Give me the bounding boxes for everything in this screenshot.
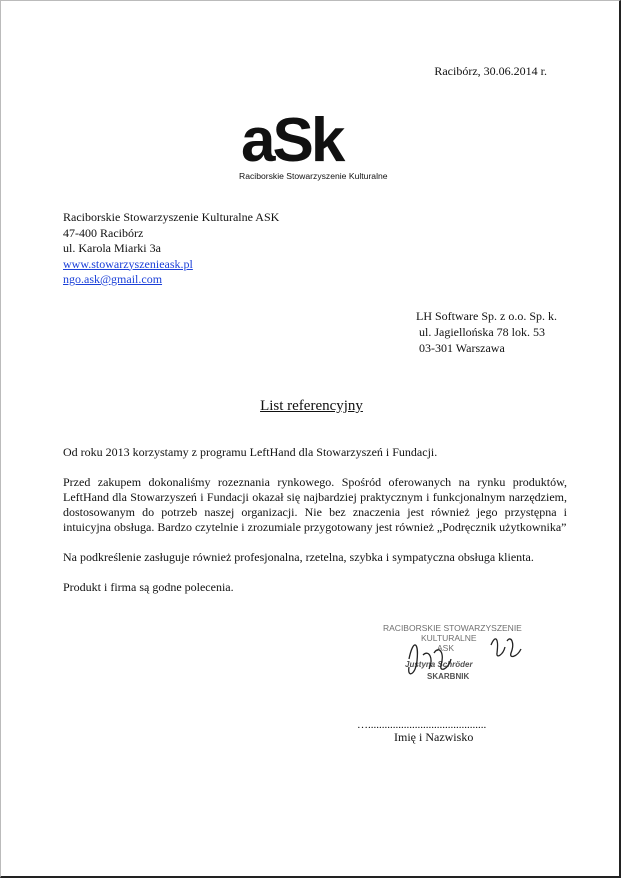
letter-title xyxy=(1,398,622,415)
stamp-line-2: KULTURALNE xyxy=(421,633,477,643)
sender-street: ul. Karola Miarki 3a xyxy=(63,241,161,255)
organization-stamp xyxy=(379,619,529,694)
letter-body xyxy=(63,445,567,610)
body-paragraph: Na podkreślenie zasługuje również profesjonalna, rzetelna, szybka i sympatyczna obsługa klienta. xyxy=(63,550,534,564)
sender-postal: 47-400 Racibórz xyxy=(63,225,144,240)
recipient-address xyxy=(416,308,557,356)
recipient-street: ul. Jagiellońska 78 lok. 53 xyxy=(419,325,545,339)
stamp-and-signature-image xyxy=(379,619,529,694)
ask-logo-graphic xyxy=(237,105,397,185)
body-paragraph: Od roku 2013 korzystamy z programu LeftHand dla Stowarzyszeń i Fundacji. xyxy=(63,445,438,459)
body-paragraph: Produkt i firma są godne polecenia. xyxy=(63,580,234,594)
sender-address xyxy=(63,210,279,288)
stamp-role: SKARBNIK xyxy=(427,672,470,681)
logo-caption: Raciborskie Stowarzyszenie Kulturalne xyxy=(239,171,388,181)
body-paragraph: Przed zakupem dokonaliśmy rozeznania rynkowego. Spośród oferowanych na rynku produktów, LeftHand dla Stowarzyszeń i Fundacji okazał się najbardziej praktycznym i funkcjonalnym narzędziem, dostosowanym do potrzeb naszej organizacji. Nie bez znaczenia jest również jego przystępna i intuicyjna obsługa. Bardzo czytelnie i zrozumiale przygotowany jest również „Podręcznik użytkownika” xyxy=(63,475,567,534)
signature-line: …........................................... xyxy=(357,719,487,731)
recipient-name: LH Software Sp. z o.o. Sp. k. xyxy=(416,309,557,323)
signature-caption: Imię i Nazwisko xyxy=(394,730,474,744)
sender-website-link[interactable]: www.stowarzyszenieask.pl xyxy=(63,256,193,271)
letter-title-text: List referencyjny xyxy=(260,398,363,414)
sender-email-link[interactable]: ngo.ask@gmail.com xyxy=(63,272,163,286)
document-date: Racibórz, 30.06.2014 r. xyxy=(434,64,547,78)
stamp-person: Justyna Schröder xyxy=(405,660,473,669)
ask-logo xyxy=(237,105,397,185)
sender-name: Raciborskie Stowarzyszenie Kulturalne ASK xyxy=(63,210,280,224)
recipient-city: 03-301 Warszawa xyxy=(419,341,505,355)
logo-wordmark: aSk xyxy=(241,106,343,175)
stamp-line-1: RACIBORSKIE STOWARZYSZENIE xyxy=(383,623,522,633)
stamp-line-3: ASK xyxy=(437,643,455,653)
